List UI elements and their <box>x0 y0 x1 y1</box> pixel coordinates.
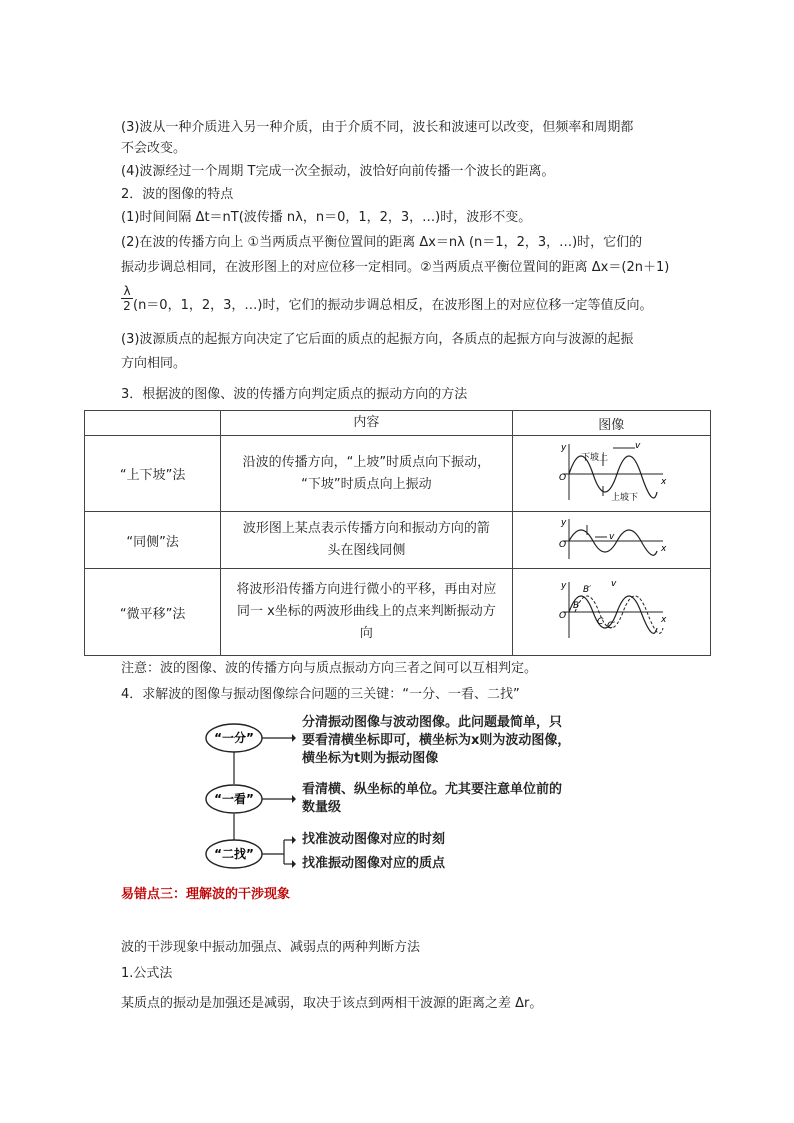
content-line: 向 <box>359 626 373 641</box>
graph-cell <box>512 569 710 656</box>
item-2-line3: (n＝0，1，2，3，…)时，它们的振动步调总相反，在波形图上的对应位移一定等值反向。 <box>133 298 653 313</box>
box-line: 横坐标为t则为振动图像 <box>302 751 439 766</box>
table-header-cell: 图像 <box>512 411 710 436</box>
table-header-row <box>85 411 711 436</box>
para-3-line2: 不会改变。 <box>121 141 187 156</box>
arrow-head <box>292 860 296 868</box>
para-3-line1: (3)波从一种介质进入另一种介质，由于介质不同，波长和波速可以改变，但频率和周期都 <box>121 120 634 135</box>
content-line: 波形图上某点表示传播方向和振动方向的箭 <box>242 521 490 536</box>
section-heading-red: 易错点三：理解波的干涉现象 <box>121 887 291 902</box>
box-2 <box>302 781 562 817</box>
v-label: v <box>611 579 617 589</box>
origin-label: O <box>559 611 567 621</box>
v-label: v <box>609 532 615 542</box>
box-line: 找准波动图像对应的时刻 <box>302 832 446 847</box>
formula-method: 1.公式法 <box>121 966 173 981</box>
box-line: 看清横、纵坐标的单位。尤其要注意单位前的 <box>302 782 563 797</box>
table-header-cell <box>85 411 221 436</box>
point-b-prime: B′ <box>583 585 592 595</box>
heading-3: 3．根据波的图像、波的传播方向判定质点的振动方向的方法 <box>121 387 468 402</box>
item-2-line2: 振动步调总相同，在波形图上的对应位移一定相同。②当两质点平衡位置间的距离 Δx＝(2n＋1) <box>121 260 670 275</box>
v-label: v <box>635 440 641 451</box>
item-3-line2: 方向相同。 <box>121 356 187 371</box>
box-1 <box>302 714 570 768</box>
box-line: 数量级 <box>302 800 342 815</box>
content-line: 头在图线同侧 <box>327 543 406 558</box>
heading-4: 4．求解波的图像与振动图像综合问题的三关键：“一分、一看、二找” <box>121 687 520 702</box>
heading-2: 2．波的图像的特点 <box>121 187 234 202</box>
y-label: y <box>561 518 567 528</box>
item-2-line1: (2)在波的传播方向上 ①当两质点平衡位置间的距离 Δx＝nλ (n＝1，2，3，…)时，它们的 <box>121 235 643 250</box>
point-b: B <box>573 601 580 611</box>
method-table <box>84 410 711 656</box>
origin-label: O <box>559 540 567 550</box>
table-row <box>85 436 711 512</box>
note: 注意：波的图像、波的传播方向与质点振动方向三者之间可以互相判定。 <box>121 661 538 676</box>
uphill-downhill-graph <box>551 440 671 504</box>
method-content <box>221 569 512 656</box>
graph-cell <box>512 512 710 569</box>
table-header-cell: 内容 <box>221 411 512 436</box>
item-1: (1)时间间隔 Δt＝nT(波传播 nλ，n＝0，1，2，3，…)时，波形不变。 <box>121 210 532 225</box>
method-content <box>221 512 512 569</box>
table-row <box>85 512 711 569</box>
content-line: “下坡”时质点向上振动 <box>301 476 432 492</box>
point-c-prime: C′ <box>607 621 616 631</box>
method-content <box>221 436 512 512</box>
key-points-diagram <box>200 712 296 876</box>
oval-label: “一看” <box>214 792 254 806</box>
method-name: “微平移”法 <box>85 569 221 656</box>
fraction-numerator: λ <box>123 284 131 298</box>
y-label: y <box>561 581 567 591</box>
content-line: 将波形沿传播方向进行微小的平移，再由对应 <box>236 582 497 597</box>
small-shift-graph <box>551 578 671 642</box>
x-label: x <box>661 544 667 554</box>
arrow-head <box>292 734 296 742</box>
box-3 <box>302 831 445 873</box>
oval-label: “二找” <box>214 847 254 861</box>
origin-label: O <box>559 472 567 483</box>
method-name: “同侧”法 <box>85 512 221 569</box>
content-line: 沿波的传播方向，“上坡”时质点向下振动， <box>242 454 491 470</box>
graph-cell <box>512 436 710 512</box>
interference-text: 某质点的振动是加强还是减弱，取决于该点到两相干波源的距离之差 Δr。 <box>121 996 543 1011</box>
item-3-line1: (3)波源质点的起振方向决定了它后面的质点的起振方向，各质点的起振方向与波源的起振 <box>121 332 634 347</box>
downhill-label: 下坡上 <box>581 452 609 463</box>
arrow-head <box>292 836 296 844</box>
interference-intro: 波的干涉现象中振动加强点、减弱点的两种判断方法 <box>121 940 421 955</box>
same-side-graph <box>551 515 671 561</box>
fraction <box>121 284 133 313</box>
arrow-head <box>292 795 296 803</box>
content-line: 同一 x坐标的两波形曲线上的点来判断振动方 <box>236 604 496 619</box>
table-row <box>85 569 711 656</box>
point-c: C <box>597 617 604 627</box>
uphill-label: 上坡下 <box>611 492 639 503</box>
x-label: x <box>661 615 667 625</box>
method-name: “上下坡”法 <box>85 436 221 512</box>
box-line: 分清振动图像与波动图像。此问题最简单，只 <box>302 715 563 730</box>
x-label: x <box>661 476 667 487</box>
box-line: 要看清横坐标即可，横坐标为x则为波动图像， <box>302 733 571 748</box>
para-4: (4)波源经过一个周期 T完成一次全振动，波恰好向前传播一个波长的距离。 <box>121 164 555 179</box>
box-line: 找准振动图像对应的质点 <box>302 856 446 871</box>
fraction-denominator: 2 <box>121 298 133 313</box>
oval-label: “一分” <box>214 731 254 745</box>
y-label: y <box>561 442 567 453</box>
